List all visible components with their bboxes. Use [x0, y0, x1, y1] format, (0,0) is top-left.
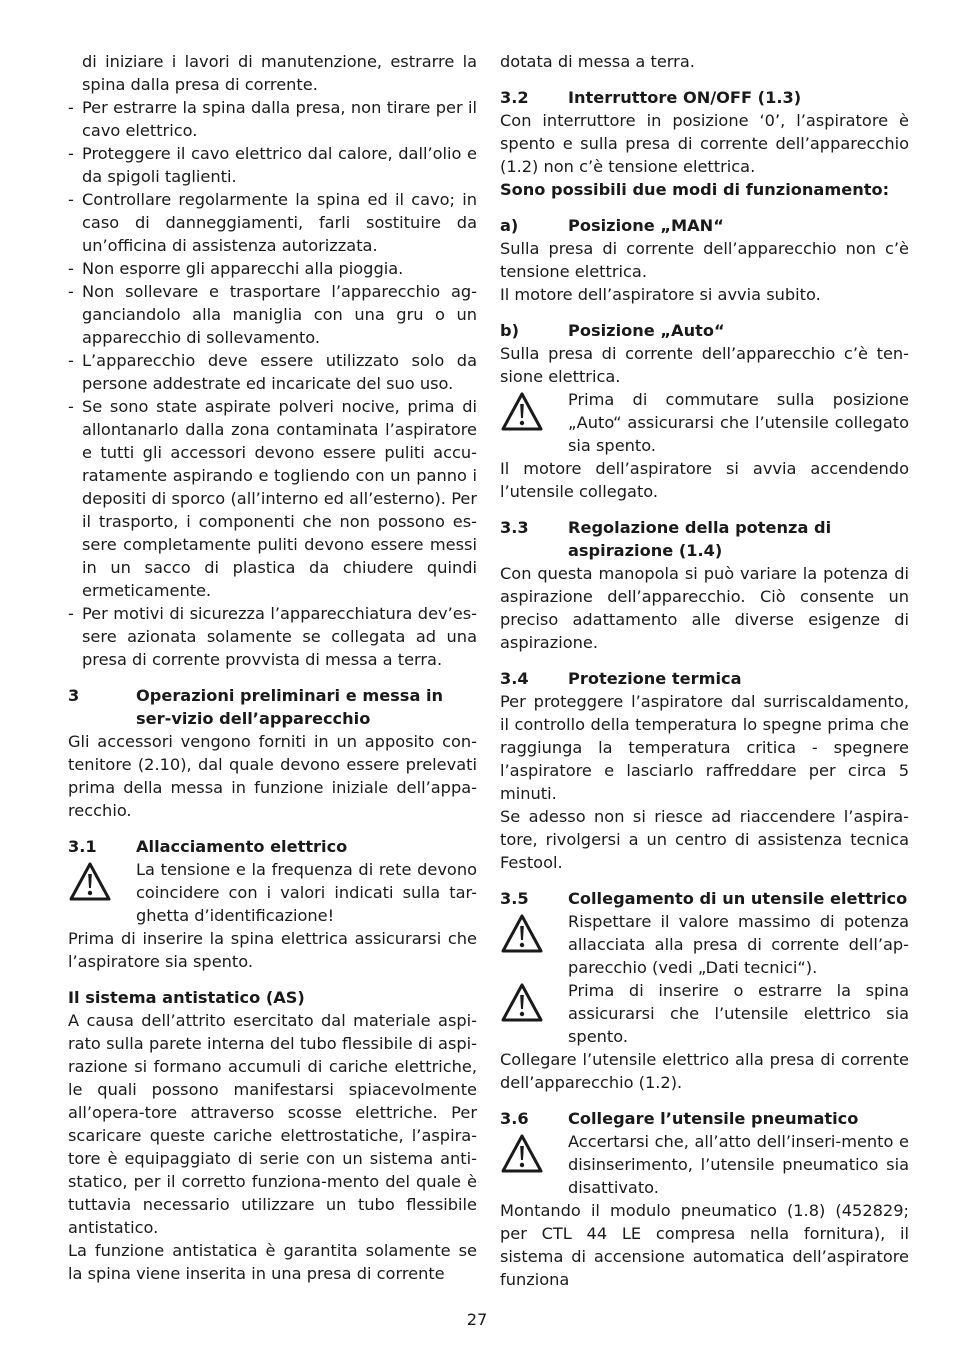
warning-block: La tensione e la frequenza di rete devono coincidere con i valori indicati sulla tar-ghetta d’identificazione! — [68, 858, 477, 927]
modes-intro: Sono possibili due modi di funzionamento: — [500, 180, 890, 199]
section-3-5-text: Collegare l’utensile elettrico alla presa di corrente dell’apparecchio (1.2). — [500, 1050, 909, 1092]
safety-bullet: - Controllare regolarmente la spina ed il cavo; in caso di danneggiamenti, farli sostituire da un’officina di assistenza autorizzata. — [68, 190, 477, 255]
safety-bullet: - Per estrarre la spina dalla presa, non tirare per il cavo elettrico. — [68, 98, 477, 140]
safety-bullet: - Per motivi di sicurezza l’apparecchiatura dev’es-sere azionata solamente se collegata ad una presa di corrente provvista di messa a terra. — [68, 604, 477, 669]
mode-b-text: Il motore dell’aspiratore si avvia accendendo l’utensile collegato. — [500, 459, 909, 501]
section-3-3-heading: 3.3 Regolazione della potenza di aspirazione (1.4) — [500, 518, 832, 560]
safety-bullet: - Proteggere il cavo elettrico dal calore, dall’olio e da spigoli taglienti. — [68, 144, 477, 186]
section-3-4-text: Per proteggere l’aspiratore dal surriscaldamento, il controllo della temperatura lo spegne prima che raggiunga la temperatura critica - spegnere l’aspiratore e lasciarlo raffreddare per circa 5 minuti. — [500, 692, 909, 803]
mode-b-text: Sulla presa di corrente dell’apparecchio c’è ten-sione elettrica. — [500, 344, 909, 386]
antistatic-text: A causa dell’attrito esercitato dal materiale aspi-rato sulla parete interna del tubo flessibile di aspi-razione si formano accumuli di cariche elettriche, le quali possono manifestarsi spiacevolmente all’opera-tore attraverso scosse elettriche. Per scaricare queste cariche elettrostatiche, l’aspira-tore è equipaggiato di serie con un sistema anti-statico, per il corretto funziona-mento del quale è tuttavia necessario utilizzare un tubo flessibile antistatico. — [68, 1011, 477, 1237]
warning-block: Prima di inserire o estrarre la spina assicurarsi che l’utensile elettrico sia spento. — [500, 979, 909, 1048]
safety-bullet: - Non sollevare e trasportare l’apparecchio ag-ganciandolo alla maniglia con una gru o un apparecchio di sollevamento. — [68, 282, 477, 347]
warning-block: Prima di commutare sulla posizione „Auto“ assicurarsi che l’utensile collegato sia spento. — [500, 388, 909, 457]
warning-icon — [500, 388, 568, 457]
page-number: 27 — [466, 1310, 488, 1329]
safety-bullet: - L’apparecchio deve essere utilizzato solo da persone addestrate ed incaricate del suo uso. — [68, 351, 477, 393]
warning-icon — [68, 858, 136, 927]
section-3-6-text: Montando il modulo pneumatico (1.8) (452829; per CTL 44 LE compresa nella fornitura), il sistema di accensione automatica dell’aspiratore funziona — [500, 1201, 909, 1289]
warning-block: Accertarsi che, all’atto dell’inseri-mento e disinserimento, l’utensile pneumatico sia disattivato. — [500, 1130, 909, 1199]
mode-a-heading: a) Posizione „MAN“ — [500, 216, 724, 235]
section-3-1-heading: 3.1 Allacciamento elettrico — [68, 837, 348, 856]
section-3-5-heading: 3.5 Collegamento di un utensile elettrico — [500, 889, 908, 908]
antistatic-text: La funzione antistatica è garantita solamente se la spina viene inserita in una presa di corrente — [68, 1241, 477, 1283]
section-3-4-text: Se adesso non si riesce ad riaccendere l’aspira-tore, rivolgersi a un centro di assistenza tecnica Festool. — [500, 807, 909, 872]
safety-bullet: - Non esporre gli apparecchi alla pioggia. — [68, 259, 404, 278]
intro-continuation: di iniziare i lavori di manutenzione, estrarre la spina dalla presa di corrente. — [82, 52, 477, 94]
right-continuation: dotata di messa a terra. — [500, 52, 695, 71]
section-3-2-heading: 3.2 Interruttore ON/OFF (1.3) — [500, 88, 802, 107]
section-3-3-text: Con questa manopola si può variare la potenza di aspirazione dell’apparecchio. Ciò consente un preciso adattamento alle diverse esigenze di aspirazione. — [500, 564, 909, 652]
safety-bullet: - Se sono state aspirate polveri nocive, prima di allontanarlo dalla zona contaminata l’aspiratore e tutti gli accessori devono essere puliti accu-ratamente aspirando e togliendo con un panno i depositi di sporco (all’interno ed all’esterno). Per il trasporto, i componenti che non possono es-sere completamente puliti devono essere messi in un sacco di plastica da chiudere quindi ermeticamente. — [68, 397, 477, 600]
section-3-4-heading: 3.4 Protezione termica — [500, 669, 742, 688]
mode-b-heading: b) Posizione „Auto“ — [500, 321, 725, 340]
antistatic-heading: Il sistema antistatico (AS) — [68, 988, 305, 1007]
section-3-heading: 3 Operazioni preliminari e messa in ser-vizio dell’apparecchio — [68, 686, 444, 728]
mode-a-text: Il motore dell’aspiratore si avvia subito. — [500, 285, 821, 304]
warning-icon — [500, 1130, 568, 1199]
section-3-1-text: Prima di inserire la spina elettrica assicurarsi che l’aspiratore sia spento. — [68, 929, 477, 971]
mode-a-text: Sulla presa di corrente dell’apparecchio non c’è tensione elettrica. — [500, 239, 909, 281]
left-column — [68, 50, 477, 1285]
right-column — [500, 50, 909, 1291]
warning-icon — [500, 979, 568, 1048]
section-3-6-heading: 3.6 Collegare l’utensile pneumatico — [500, 1109, 859, 1128]
section-3-2-text: Con interruttore in posizione ‘0’, l’aspiratore è spento e sulla presa di corrente dell’apparecchio (1.2) non c’è tensione elettrica. — [500, 111, 909, 176]
section-3-text: Gli accessori vengono forniti in un apposito con-tenitore (2.10), dal quale devono essere prelevati prima della messa in funzione iniziale dell’appa-recchio. — [68, 732, 477, 820]
warning-block: Rispettare il valore massimo di potenza allacciata alla presa di corrente dell’ap-parecchio (vedi „Dati tecnici“). — [500, 910, 909, 979]
warning-icon — [500, 910, 568, 979]
